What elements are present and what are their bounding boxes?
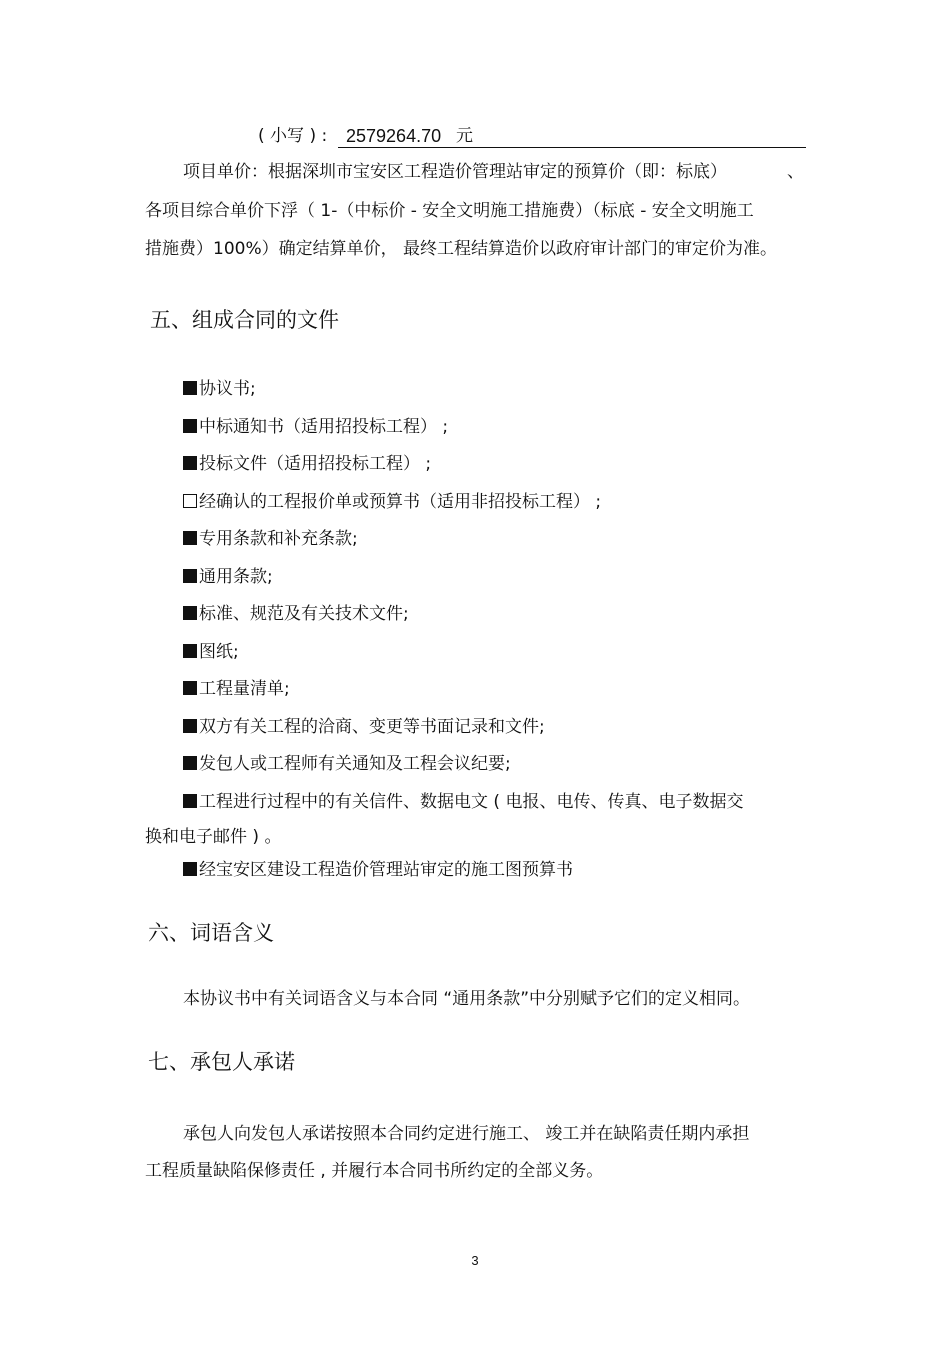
unit-price-line-1: 项目单价：根据深圳市宝安区工程造价管理站审定的预算价（即：标底） [183, 162, 727, 182]
checked-box-icon [183, 794, 197, 808]
list-item-text: 专用条款和补充条款; [199, 529, 358, 549]
list-item-text: 投标文件（适用招投标工程） ; [199, 454, 432, 474]
checked-box-icon [183, 719, 197, 733]
section-6-body: 本协议书中有关词语含义与本合同 “通用条款”中分别赋予它们的定义相同。 [183, 989, 751, 1009]
list-item [183, 791, 743, 813]
amount-unit: 元 [456, 126, 473, 146]
section-6-title: 六、词语含义 [148, 921, 274, 945]
checked-box-icon [183, 681, 197, 695]
amount-field [338, 125, 806, 148]
list-item [183, 603, 409, 625]
section-7-title: 七、承包人承诺 [148, 1050, 295, 1074]
list-item [183, 716, 545, 738]
checked-box-icon [183, 456, 197, 470]
list-item-text: 双方有关工程的洽商、变更等书面记录和文件; [199, 717, 545, 737]
list-item-text: 图纸; [199, 642, 239, 662]
list-item [183, 453, 431, 475]
checked-box-icon [183, 606, 197, 620]
checked-box-icon [183, 569, 197, 583]
list-item [183, 566, 273, 588]
checked-box-icon [183, 381, 197, 395]
checked-box-icon [183, 756, 197, 770]
list-item-text: 发包人或工程师有关通知及工程会议纪要; [199, 754, 511, 774]
list-item [183, 753, 511, 775]
section-7-body-line-1: 承包人向发包人承诺按照本合同约定进行施工、 竣工并在缺陷责任期内承担 [183, 1124, 750, 1144]
unit-price-line-2: 各项目综合单价下浮（ 1-（中标价 - 安全文明施工措施费）（标底 - 安全文明施工 [145, 201, 754, 221]
list-item [183, 416, 448, 438]
list-item [183, 678, 290, 700]
list-item-text: 经宝安区建设工程造价管理站审定的施工图预算书 [199, 860, 573, 880]
list-item-text: 通用条款; [199, 567, 273, 587]
list-item-text: 中标通知书（适用招投标工程） ; [199, 417, 449, 437]
list-item [183, 528, 358, 550]
list-item [183, 491, 601, 513]
list-item [183, 378, 256, 400]
page-number: 3 [471, 1253, 479, 1268]
list-item [183, 859, 573, 881]
list-item [183, 641, 239, 663]
list-item-continuation: 换和电子邮件 ) 。 [145, 827, 282, 847]
list-item-text: 标准、规范及有关技术文件; [199, 604, 409, 624]
list-item-text: 协议书; [199, 379, 256, 399]
amount-label: ( 小写 ) : [258, 126, 328, 146]
amount-row [258, 125, 818, 149]
unit-price-line-3: 措施费）100%）确定结算单价， 最终工程结算造价以政府审计部门的审定价为准。 [145, 239, 778, 259]
checked-box-icon [183, 419, 197, 433]
checked-box-icon [183, 644, 197, 658]
unit-price-line-1-tail: 、 [787, 162, 804, 182]
checked-box-icon [183, 862, 197, 876]
section-5-title: 五、组成合同的文件 [150, 308, 339, 332]
list-item-text: 工程量清单; [199, 679, 290, 699]
list-item-text: 工程进行过程中的有关信件、数据电文 ( 电报、电传、传真、电子数据交 [199, 792, 744, 812]
checked-box-icon [183, 531, 197, 545]
list-item-text: 经确认的工程报价单或预算书（适用非招投标工程） ; [199, 492, 602, 512]
amount-value: 2579264.70 [346, 126, 442, 146]
section-7-body-line-2: 工程质量缺陷保修责任 , 并履行本合同书所约定的全部义务。 [145, 1161, 604, 1181]
unchecked-box-icon [183, 494, 197, 508]
